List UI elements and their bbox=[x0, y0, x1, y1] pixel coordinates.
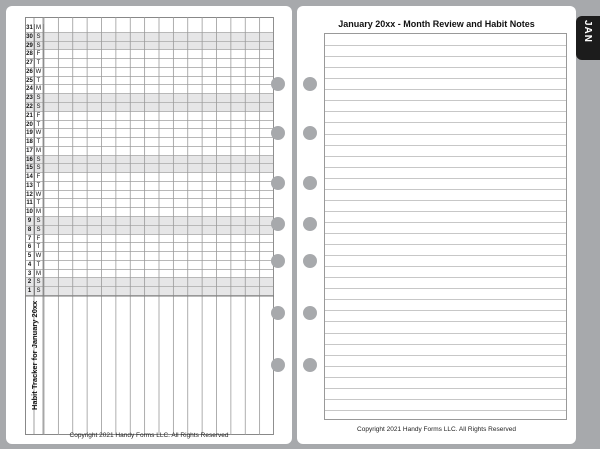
day-number: 5 bbox=[25, 252, 35, 261]
weekday-letter: F bbox=[34, 235, 44, 244]
day-row bbox=[25, 24, 274, 33]
note-line bbox=[325, 211, 566, 212]
day-row bbox=[25, 173, 274, 182]
binder-hole bbox=[303, 126, 317, 140]
day-row bbox=[25, 252, 274, 261]
day-number: 1 bbox=[25, 287, 35, 296]
day-number: 2 bbox=[25, 278, 35, 287]
binder-hole bbox=[303, 306, 317, 320]
note-line bbox=[325, 310, 566, 311]
day-number: 25 bbox=[25, 77, 35, 86]
day-number: 11 bbox=[25, 199, 35, 208]
note-line bbox=[325, 156, 566, 157]
note-line bbox=[325, 189, 566, 190]
note-line bbox=[325, 178, 566, 179]
day-row bbox=[25, 112, 274, 121]
weekday-letter: T bbox=[34, 182, 44, 191]
binder-hole bbox=[271, 176, 285, 190]
binder-hole bbox=[303, 217, 317, 231]
weekday-letter: F bbox=[34, 173, 44, 182]
day-row bbox=[25, 191, 274, 200]
note-line bbox=[325, 111, 566, 112]
day-row bbox=[25, 208, 274, 217]
day-number: 10 bbox=[25, 208, 35, 217]
note-line bbox=[325, 299, 566, 300]
weekday-letter: M bbox=[34, 85, 44, 94]
binder-hole bbox=[303, 77, 317, 91]
note-line bbox=[325, 355, 566, 356]
day-row bbox=[25, 85, 274, 94]
note-line bbox=[325, 145, 566, 146]
notes-lined-area[interactable] bbox=[324, 33, 567, 420]
day-number: 24 bbox=[25, 85, 35, 94]
note-line bbox=[325, 321, 566, 322]
note-line bbox=[325, 388, 566, 389]
weekday-letter: T bbox=[34, 59, 44, 68]
binder-hole bbox=[271, 254, 285, 268]
weekday-letter: T bbox=[34, 77, 44, 86]
note-line bbox=[325, 200, 566, 201]
day-row bbox=[25, 33, 274, 42]
weekday-letter: S bbox=[34, 164, 44, 173]
day-row bbox=[25, 77, 274, 86]
weekday-letter: S bbox=[34, 42, 44, 51]
weekday-letter: W bbox=[34, 252, 44, 261]
tracker-title: Habit Tracker for January 20xx bbox=[30, 300, 39, 410]
day-row bbox=[25, 121, 274, 130]
note-line bbox=[325, 277, 566, 278]
note-line bbox=[325, 233, 566, 234]
weekday-letter: T bbox=[34, 261, 44, 270]
note-line bbox=[325, 344, 566, 345]
note-line bbox=[325, 244, 566, 245]
day-row bbox=[25, 235, 274, 244]
binder-hole bbox=[271, 77, 285, 91]
month-tab[interactable] bbox=[576, 16, 600, 60]
day-row bbox=[25, 59, 274, 68]
habit-tracker-page bbox=[6, 6, 292, 444]
note-line bbox=[325, 89, 566, 90]
month-tab-label: JAN bbox=[582, 20, 593, 44]
left-copyright: Copyright 2021 Handy Forms LLC. All Rights Reserved bbox=[69, 432, 229, 439]
note-line bbox=[325, 366, 566, 367]
day-number: 20 bbox=[25, 121, 35, 130]
day-row bbox=[25, 129, 274, 138]
day-row bbox=[25, 287, 274, 296]
note-line bbox=[325, 288, 566, 289]
note-line bbox=[325, 56, 566, 57]
note-line bbox=[325, 333, 566, 334]
weekday-letter: F bbox=[34, 50, 44, 59]
note-line bbox=[325, 399, 566, 400]
day-row bbox=[25, 226, 274, 235]
day-number: 30 bbox=[25, 33, 35, 42]
weekday-letter: F bbox=[34, 112, 44, 121]
day-row bbox=[25, 50, 274, 59]
day-row bbox=[25, 103, 274, 112]
day-number: 29 bbox=[25, 42, 35, 51]
note-line bbox=[325, 122, 566, 123]
binder-hole bbox=[303, 358, 317, 372]
binder-hole bbox=[271, 217, 285, 231]
weekday-letter: M bbox=[34, 24, 44, 33]
day-number: 7 bbox=[25, 235, 35, 244]
day-number: 31 bbox=[25, 24, 35, 33]
day-number: 26 bbox=[25, 68, 35, 77]
day-number: 19 bbox=[25, 129, 35, 138]
note-line bbox=[325, 45, 566, 46]
day-number: 3 bbox=[25, 270, 35, 279]
note-line bbox=[325, 410, 566, 411]
day-row bbox=[25, 217, 274, 226]
weekday-letter: S bbox=[34, 226, 44, 235]
note-line bbox=[325, 67, 566, 68]
binder-hole bbox=[271, 306, 285, 320]
day-row bbox=[25, 261, 274, 270]
day-number: 28 bbox=[25, 50, 35, 59]
binder-hole bbox=[271, 126, 285, 140]
notes-page bbox=[297, 6, 576, 444]
weekday-letter: W bbox=[34, 68, 44, 77]
day-number: 23 bbox=[25, 94, 35, 103]
day-row bbox=[25, 42, 274, 51]
day-number: 14 bbox=[25, 173, 35, 182]
day-row bbox=[25, 147, 274, 156]
day-row bbox=[25, 243, 274, 252]
day-row bbox=[25, 199, 274, 208]
day-row bbox=[25, 164, 274, 173]
weekday-letter: S bbox=[34, 94, 44, 103]
weekday-letter: W bbox=[34, 129, 44, 138]
day-number: 21 bbox=[25, 112, 35, 121]
right-copyright: Copyright 2021 Handy Forms LLC. All Rights Reserved bbox=[357, 426, 516, 433]
note-line bbox=[325, 78, 566, 79]
weekday-letter: M bbox=[34, 270, 44, 279]
day-number: 12 bbox=[25, 191, 35, 200]
day-row bbox=[25, 94, 274, 103]
day-number: 22 bbox=[25, 103, 35, 112]
notes-title: January 20xx - Month Review and Habit Notes bbox=[338, 19, 535, 29]
weekday-letter: T bbox=[34, 138, 44, 147]
note-line bbox=[325, 377, 566, 378]
day-number: 6 bbox=[25, 243, 35, 252]
weekday-letter: T bbox=[34, 121, 44, 130]
note-line bbox=[325, 222, 566, 223]
binder-hole bbox=[303, 254, 317, 268]
note-line bbox=[325, 255, 566, 256]
day-row bbox=[25, 68, 274, 77]
weekday-letter: S bbox=[34, 33, 44, 42]
weekday-letter: T bbox=[34, 199, 44, 208]
weekday-letter: S bbox=[34, 278, 44, 287]
weekday-letter: M bbox=[34, 147, 44, 156]
weekday-letter: S bbox=[34, 287, 44, 296]
weekday-letter: M bbox=[34, 208, 44, 217]
day-number: 15 bbox=[25, 164, 35, 173]
note-line bbox=[325, 167, 566, 168]
day-row bbox=[25, 156, 274, 165]
day-number: 27 bbox=[25, 59, 35, 68]
binder-hole bbox=[303, 176, 317, 190]
weekday-letter: S bbox=[34, 156, 44, 165]
habit-tracker-grid bbox=[25, 17, 274, 435]
day-number: 17 bbox=[25, 147, 35, 156]
day-number: 13 bbox=[25, 182, 35, 191]
day-number: 16 bbox=[25, 156, 35, 165]
day-row bbox=[25, 278, 274, 287]
day-number: 8 bbox=[25, 226, 35, 235]
note-line bbox=[325, 266, 566, 267]
weekday-letter: T bbox=[34, 243, 44, 252]
note-line bbox=[325, 100, 566, 101]
note-line bbox=[325, 134, 566, 135]
weekday-letter: W bbox=[34, 191, 44, 200]
day-number: 18 bbox=[25, 138, 35, 147]
day-row bbox=[25, 138, 274, 147]
day-number: 9 bbox=[25, 217, 35, 226]
binder-hole bbox=[271, 358, 285, 372]
day-row bbox=[25, 182, 274, 191]
day-number: 4 bbox=[25, 261, 35, 270]
weekday-letter: S bbox=[34, 217, 44, 226]
day-row bbox=[25, 270, 274, 279]
weekday-letter: S bbox=[34, 103, 44, 112]
